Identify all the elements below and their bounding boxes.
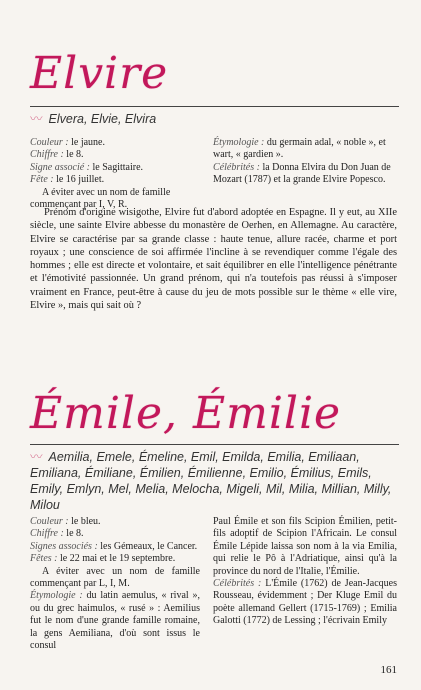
fact-feasts: Fêtes : le 22 mai et le 19 septembre.: [30, 553, 176, 565]
swash-ornament-icon: 〰: [30, 450, 43, 464]
variants-text: Elvera, Elvie, Elvira: [48, 112, 157, 126]
title-rule: [30, 444, 399, 445]
elvire-facts: [30, 137, 200, 211]
fact-signs: Signes associés : les Gémeaux, le Cancer.: [30, 540, 198, 552]
etymology: Étymologie : du germain adal, « noble », et wart, « gardien ».: [213, 137, 386, 161]
fact-number: Chiffre : le 8.: [30, 149, 84, 161]
emile-facts: [30, 516, 200, 652]
entry-title-elvire: Elvire: [30, 48, 169, 99]
fact-avoid: A éviter avec un nom de famille commençant par I, V, R.: [30, 186, 171, 211]
fact-feast: Fête : le 16 juillet.: [30, 174, 105, 186]
fact-avoid: A éviter avec un nom de famille commençant par L, I, M.: [30, 565, 200, 590]
fact-color: Couleur : le jaune.: [30, 137, 105, 148]
celebrities: Célébrités : L'Émile (1762) de Jean-Jacques Rousseau, évidemment ; Der Kluge Emil du poète allemand Gellert (1715-1769) ; Emilia Galotti (1772) de Lessing ; l'écrivain Emily: [213, 578, 398, 627]
etymology: Étymologie : du latin aemulus, « rival », ou du grec haimulos, « rusé » : Aemilius fut le nom d'une grande famille romaine, la gens Aemiliana, d'où sont issus le consul: [30, 590, 200, 652]
fact-number: Chiffre : le 8.: [30, 528, 84, 540]
elvire-description: Prénom d'origine wisigothe, Elvire fut d'abord adoptée en Espagne. Il y eut, au XIIe siècle, une sainte Elvire abbesse du monastère de Oerhen, en Allemagne. Au caractère, Elvire se caractérise par sa grande classe : haute tenue, allure racée, charme et port royaux ; une conscience de soi affirmée l'incline à se revendiquer comme l'égale des hommes ; elle est directe et volontaire, et sait équilibrer en elle l'intelligence pénétrante et l'émotivité passionnée. Un grand prénom, qui n'a toutefois pas réussi à s'imposer vraiment en France, peut-être à cause du jeu de mots possible sur le thème « elle vire, Elvire », mais qui sait où ?: [30, 207, 397, 312]
variants-text: Aemilia, Emele, Émeline, Emil, Emilda, Emilia, Emiliaan, Emiliana, Émiliane, Émilien, Émilienne, Emilio, Émilius, Emils, Emily, Emlyn, Mel, Melia, Melocha, Migeli, Mil, Milia, Millian, Milly, Milou: [30, 450, 392, 512]
fact-color: Couleur : le bleu.: [30, 516, 101, 527]
variants-emile: [30, 449, 399, 513]
elvire-etymology: [213, 137, 397, 187]
page-number: 161: [380, 664, 397, 676]
history-text: Paul Émile et son fils Scipion Émilien, petit-fils adoptif de Scipion l'Africain. Le consul Émile Lépide laissa son nom à la via Emilia, qui relie le Pô à l'Adriatique, ainsi qu'à la province du nord de l'Italie, l'Émilie.: [213, 516, 397, 577]
entry-title-emile: Émile, Émilie: [30, 388, 342, 439]
variants-elvire: [30, 111, 399, 127]
celebrities: Célébrités : la Donna Elvira du Don Juan de Mozart (1787) et la grande Elvire Popesco.: [213, 161, 391, 186]
title-rule: [30, 106, 399, 107]
swash-ornament-icon: 〰: [30, 112, 43, 126]
emile-history: [213, 516, 397, 628]
fact-sign: Signe associé : le Sagittaire.: [30, 161, 144, 173]
